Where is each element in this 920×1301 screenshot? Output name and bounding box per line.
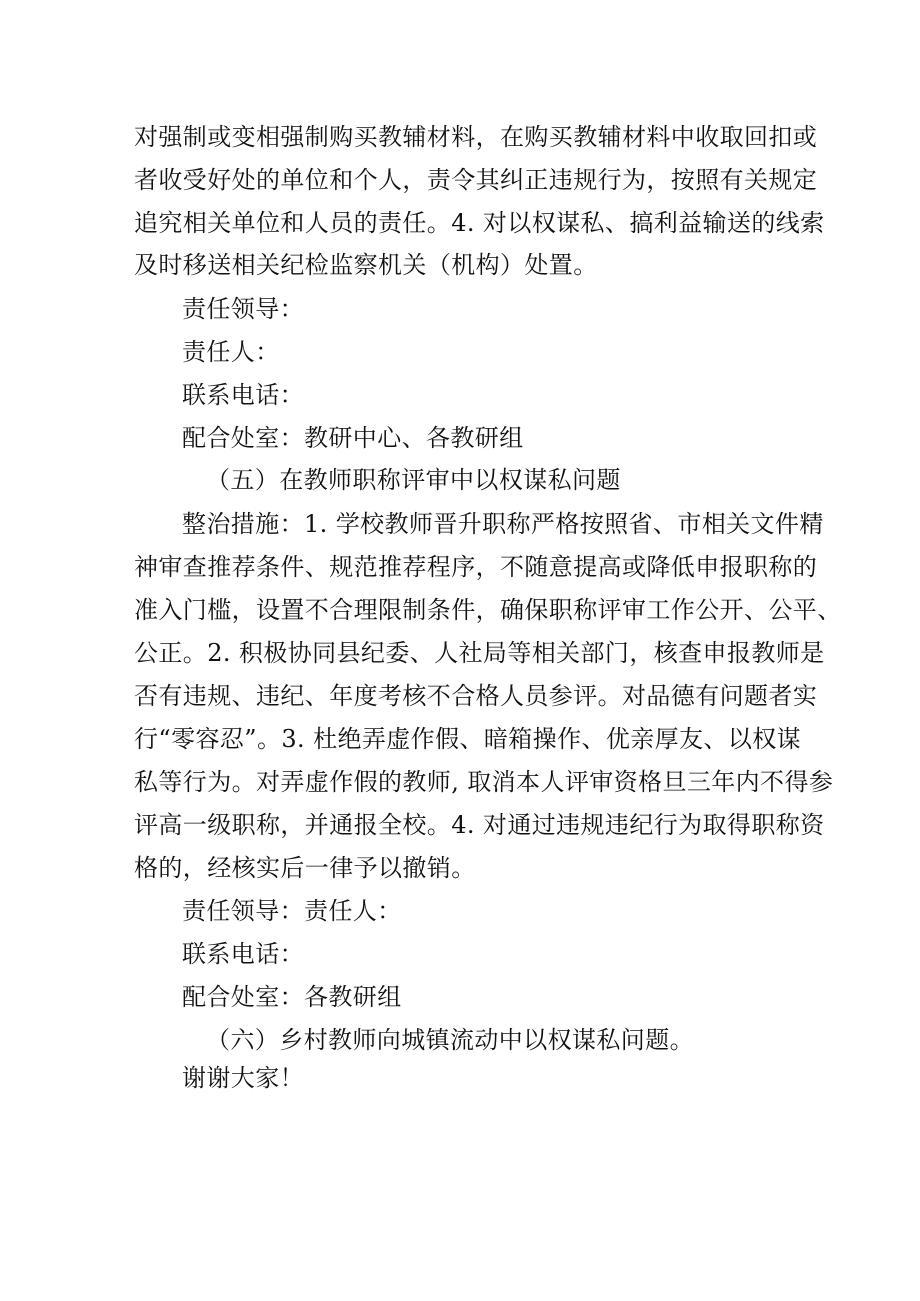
paragraph-line: 神审查推荐条件、规范推荐程序，不随意提高或降低申报职称的 <box>134 553 818 581</box>
paragraph-line: 私等行为。对弄虚作假的教师, 取消本人评审资格旦三年内不得参 <box>134 768 834 796</box>
responsible-person-label: 责任人： <box>182 338 280 366</box>
paragraph-line: 者收受好处的单位和个人，责令其纠正违规行为，按照有关规定 <box>134 166 818 194</box>
paragraph-line: 格的，经核实后一律予以撤销。 <box>134 854 476 882</box>
responsible-leader-label: 责任领导：责任人： <box>182 897 402 925</box>
paragraph-line: 评高一级职称，并通报全校。4. 对通过违规违纪行为取得职称资 <box>134 811 825 839</box>
paragraph-line: 整治措施：1. 学校教师晋升职称严格按照省、市相关文件精 <box>182 510 824 538</box>
contact-phone-label: 联系电话： <box>182 381 304 409</box>
section-heading-6: （六）乡村教师向城镇流动中以权谋私问题。 <box>206 1026 694 1054</box>
paragraph-line: 准入门槛，设置不合理限制条件，确保职称评审工作公开、公平、 <box>134 596 842 624</box>
paragraph-line: 否有违规、违纪、年度考核不合格人员参评。对品德有问题者实 <box>134 682 818 710</box>
paragraph-line: 对强制或变相强制购买教辅材料，在购买教辅材料中收取回扣或 <box>134 123 818 151</box>
section-heading-5: （五）在教师职称评审中以权谋私问题 <box>206 466 621 494</box>
cooperating-department: 配合处室：教研中心、各教研组 <box>182 424 524 452</box>
paragraph-line: 公正。2. 积极协同县纪委、人社局等相关部门，核查申报教师是 <box>134 639 825 667</box>
closing-remark: 谢谢大家！ <box>182 1064 304 1092</box>
contact-phone-label: 联系电话： <box>182 940 304 968</box>
cooperating-department: 配合处室：各教研组 <box>182 983 402 1011</box>
paragraph-line: 追究相关单位和人员的责任。4. 对以权谋私、搞利益输送的线索 <box>134 209 825 237</box>
paragraph-line: 及时移送相关纪检监察机关（机构）处置。 <box>134 251 598 279</box>
paragraph-line: 行“零容忍”。3. 杜绝弄虚作假、暗箱操作、优亲厚友、以权谋 <box>134 725 802 753</box>
responsible-leader-label: 责任领导： <box>182 295 304 323</box>
